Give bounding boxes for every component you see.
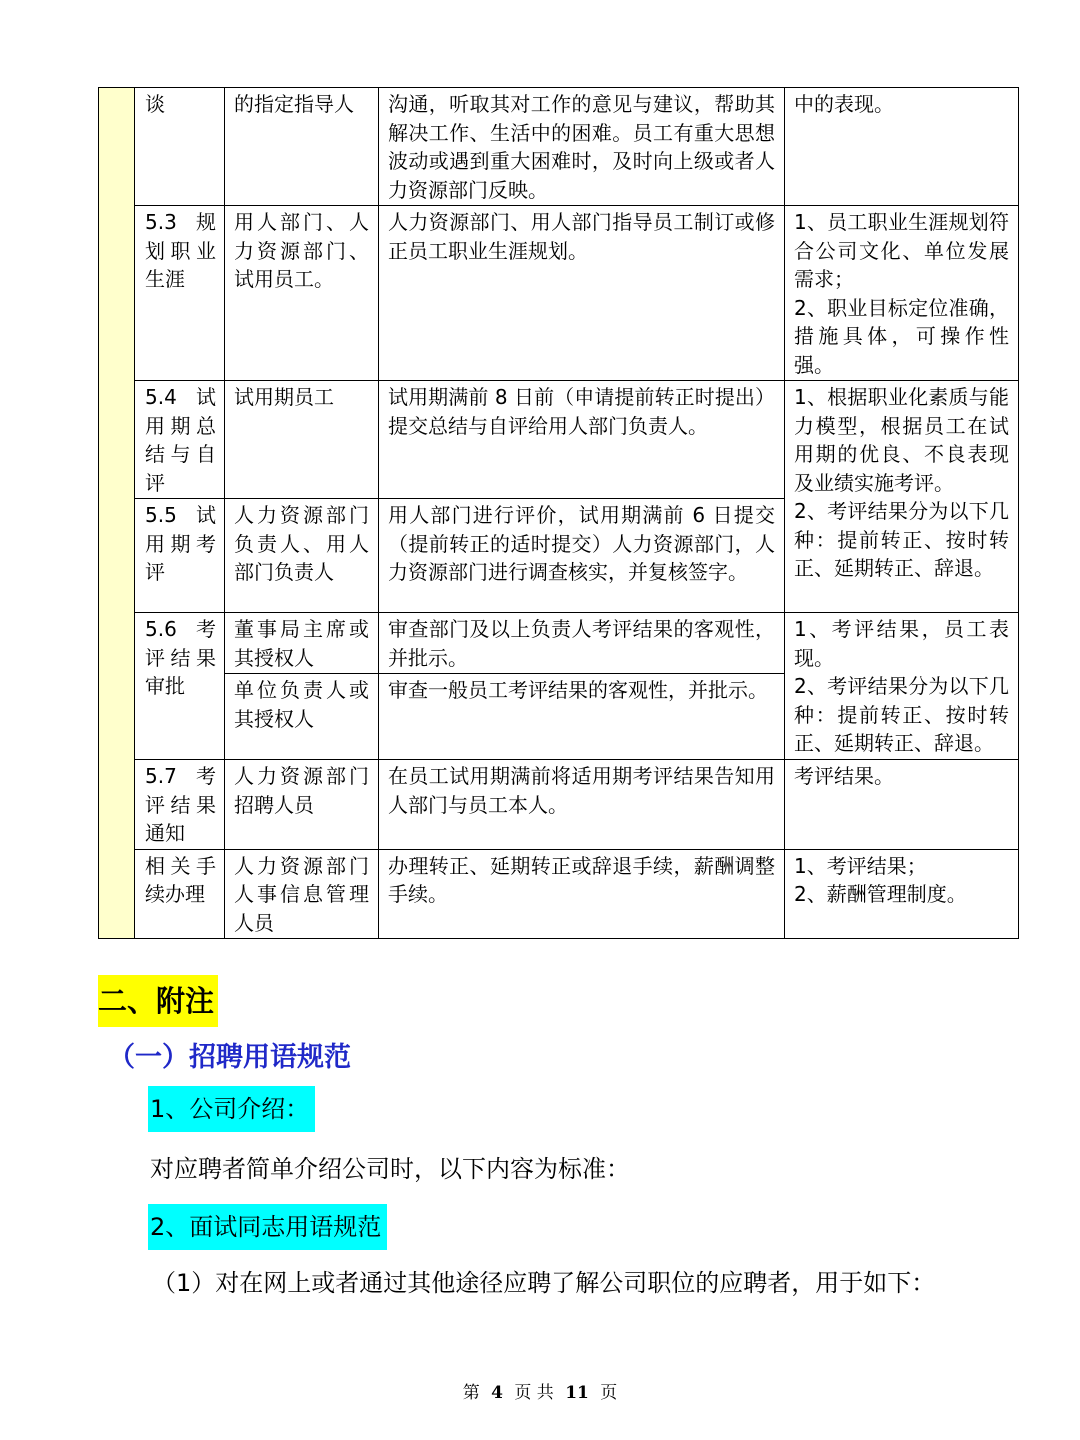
responsible-cell: 人力资源部门负责人、用人部门负责人 xyxy=(225,499,379,613)
step-cell: 5.3 规划职业生涯 xyxy=(135,206,225,381)
responsible-cell: 单位负责人或其授权人 xyxy=(225,674,379,760)
basis-cell: 1、根据职业化素质与能力模型，根据员工在试用期的优良、不良表现及业绩实施考评。 2、考评结果分为以下几种：提前转正、按时转正、延期转正、辞退。 xyxy=(785,381,1019,613)
table-row xyxy=(99,849,1019,939)
step-cell: 5.4 试用期总结与自评 xyxy=(135,381,225,499)
basis-cell: 考评结果。 xyxy=(785,760,1019,850)
content-cell: 在员工试用期满前将适用期考评结果告知用人部门与员工本人。 xyxy=(379,760,785,850)
section-title: 二、附注 xyxy=(98,975,218,1027)
responsible-cell: 人力资源部门招聘人员 xyxy=(225,760,379,850)
step-cell: 5.7 考评结果通知 xyxy=(135,760,225,850)
table-side-strip xyxy=(99,88,135,939)
table-row xyxy=(99,613,1019,674)
step-cell: 5.6 考评结果审批 xyxy=(135,613,225,760)
content-cell: 审查一般员工考评结果的客观性，并批示。 xyxy=(379,674,785,760)
page-footer xyxy=(0,1378,1080,1403)
basis-cell: 中的表现。 xyxy=(785,88,1019,206)
paragraph-interview-language: （1）对在网上或者通过其他途径应聘了解公司职位的应聘者，用于如下： xyxy=(152,1269,936,1297)
process-table xyxy=(98,87,1019,939)
item-heading-interview-language: 2、面试同志用语规范 xyxy=(148,1204,387,1250)
responsible-cell: 的指定指导人 xyxy=(225,88,379,206)
footer-suffix: 页 xyxy=(600,1383,618,1403)
page-number: 4 xyxy=(491,1383,503,1403)
step-cell: 5.5 试用期考评 xyxy=(135,499,225,613)
content-cell: 试用期满前 8 日前（申请提前转正时提出）提交总结与自评给用人部门负责人。 xyxy=(379,381,785,499)
content-cell: 沟通，听取其对工作的意见与建议，帮助其解决工作、生活中的困难。员工有重大思想波动或遇到重大困难时，及时向上级或者人力资源部门反映。 xyxy=(379,88,785,206)
step-cell: 相关手续办理 xyxy=(135,849,225,939)
paragraph-company-intro: 对应聘者简单介绍公司时，以下内容为标准： xyxy=(150,1155,630,1183)
table-row xyxy=(99,760,1019,850)
item-heading-company-intro: 1、公司介绍： xyxy=(148,1086,315,1132)
table-row xyxy=(99,206,1019,381)
table-row xyxy=(99,381,1019,499)
content-cell: 办理转正、延期转正或辞退手续，薪酬调整手续。 xyxy=(379,849,785,939)
responsible-cell: 董事局主席或其授权人 xyxy=(225,613,379,674)
content-cell: 审查部门及以上负责人考评结果的客观性，并批示。 xyxy=(379,613,785,674)
step-cell: 谈 xyxy=(135,88,225,206)
table-row xyxy=(99,88,1019,206)
basis-cell: 1、考评结果，员工表现。 2、考评结果分为以下几种：提前转正、按时转正、延期转正、辞退。 xyxy=(785,613,1019,760)
content-cell: 用人部门进行评价，试用期满前 6 日提交（提前转正的适时提交）人力资源部门，人力资源部门进行调查核实，并复核签字。 xyxy=(379,499,785,613)
footer-middle: 页 共 xyxy=(514,1383,554,1403)
content-cell: 人力资源部门、用人部门指导员工制订或修正员工职业生涯规划。 xyxy=(379,206,785,381)
footer-prefix: 第 xyxy=(462,1383,480,1403)
responsible-cell: 用人部门、人力资源部门、试用员工。 xyxy=(225,206,379,381)
page-total: 11 xyxy=(565,1383,589,1403)
basis-cell: 1、员工职业生涯规划符合公司文化、单位发展需求； 2、职业目标定位准确，措施具体，可操作性强。 xyxy=(785,206,1019,381)
basis-cell: 1、考评结果； 2、薪酬管理制度。 xyxy=(785,849,1019,939)
responsible-cell: 试用期员工 xyxy=(225,381,379,499)
responsible-cell: 人力资源部门人事信息管理人员 xyxy=(225,849,379,939)
subsection-title: （一）招聘用语规范 xyxy=(108,1042,351,1073)
